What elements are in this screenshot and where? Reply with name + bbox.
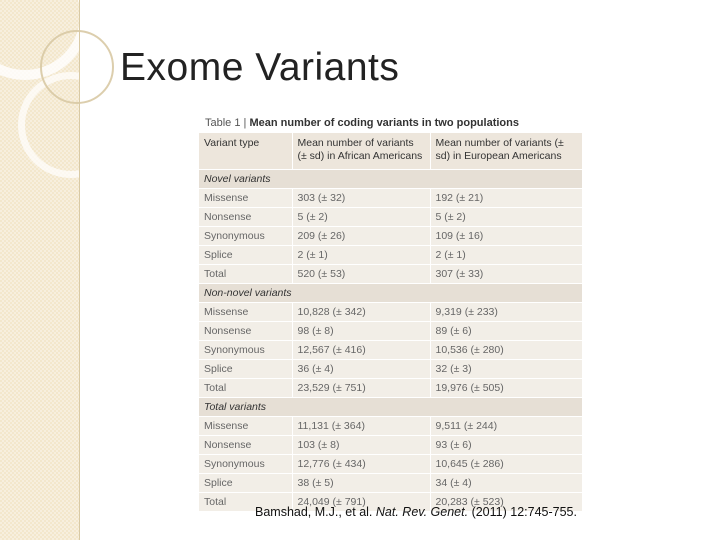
table-row	[199, 455, 582, 474]
african-americans-value: 303 (± 32)	[292, 189, 430, 208]
variant-type-cell: Splice	[199, 246, 292, 265]
decorative-side-band	[0, 0, 79, 540]
african-americans-value: 24,049 (± 791)	[292, 493, 430, 512]
table-row	[199, 227, 582, 246]
african-americans-value: 209 (± 26)	[292, 227, 430, 246]
table-label: Table 1 |	[205, 117, 247, 129]
variant-type-cell: Synonymous	[199, 455, 292, 474]
variant-type-cell: Synonymous	[199, 227, 292, 246]
section-row	[199, 170, 582, 189]
european-americans-value: 9,511 (± 244)	[430, 417, 582, 436]
citation-journal: Nat. Rev. Genet.	[375, 505, 469, 519]
african-americans-value: 2 (± 1)	[292, 246, 430, 265]
african-americans-value: 12,567 (± 416)	[292, 341, 430, 360]
variant-type-cell: Nonsense	[199, 322, 292, 341]
european-americans-value: 192 (± 21)	[430, 189, 582, 208]
variant-type-cell: Synonymous	[199, 341, 292, 360]
column-header-african-americans: Mean number of variants (± sd) in African Americans	[292, 133, 430, 170]
band-divider	[79, 0, 80, 540]
table-header-row	[199, 133, 582, 170]
table-body	[199, 170, 582, 512]
table-row	[199, 208, 582, 227]
european-americans-value: 9,319 (± 233)	[430, 303, 582, 322]
variant-type-cell: Splice	[199, 360, 292, 379]
european-americans-value: 2 (± 1)	[430, 246, 582, 265]
variants-table-figure	[199, 113, 582, 508]
variant-type-cell: Nonsense	[199, 436, 292, 455]
decorative-ring	[40, 30, 114, 104]
table-row	[199, 436, 582, 455]
african-americans-value: 103 (± 8)	[292, 436, 430, 455]
table-row	[199, 417, 582, 436]
european-americans-value: 32 (± 3)	[430, 360, 582, 379]
variant-type-cell: Missense	[199, 303, 292, 322]
table-row	[199, 474, 582, 493]
section-heading: Non-novel variants	[199, 284, 582, 303]
variant-type-cell: Missense	[199, 189, 292, 208]
european-americans-value: 5 (± 2)	[430, 208, 582, 227]
section-row	[199, 398, 582, 417]
variant-type-cell: Total	[199, 493, 292, 512]
european-americans-value: 20,283 (± 523)	[430, 493, 582, 512]
african-americans-value: 12,776 (± 434)	[292, 455, 430, 474]
variant-type-cell: Total	[199, 379, 292, 398]
european-americans-value: 109 (± 16)	[430, 227, 582, 246]
table-row	[199, 322, 582, 341]
table-row	[199, 379, 582, 398]
african-americans-value: 11,131 (± 364)	[292, 417, 430, 436]
african-americans-value: 36 (± 4)	[292, 360, 430, 379]
african-americans-value: 98 (± 8)	[292, 322, 430, 341]
table-row	[199, 360, 582, 379]
citation-authors: Bamshad, M.J., et al.	[255, 505, 373, 519]
european-americans-value: 307 (± 33)	[430, 265, 582, 284]
section-row	[199, 284, 582, 303]
european-americans-value: 10,536 (± 280)	[430, 341, 582, 360]
table-row	[199, 303, 582, 322]
european-americans-value: 19,976 (± 505)	[430, 379, 582, 398]
african-americans-value: 38 (± 5)	[292, 474, 430, 493]
european-americans-value: 89 (± 6)	[430, 322, 582, 341]
european-americans-value: 93 (± 6)	[430, 436, 582, 455]
section-heading: Novel variants	[199, 170, 582, 189]
section-heading: Total variants	[199, 398, 582, 417]
citation-details: (2011) 12:745-755.	[471, 505, 577, 519]
table-row	[199, 265, 582, 284]
table-caption	[199, 113, 582, 133]
variant-type-cell: Missense	[199, 417, 292, 436]
slide-title: Exome Variants	[120, 46, 400, 89]
column-header-european-americans: Mean number of variants (± sd) in European Americans	[430, 133, 582, 170]
table-row	[199, 189, 582, 208]
african-americans-value: 10,828 (± 342)	[292, 303, 430, 322]
table-row	[199, 341, 582, 360]
african-americans-value: 520 (± 53)	[292, 265, 430, 284]
variants-table	[199, 133, 582, 512]
column-header-variant-type: Variant type	[199, 133, 292, 170]
african-americans-value: 23,529 (± 751)	[292, 379, 430, 398]
african-americans-value: 5 (± 2)	[292, 208, 430, 227]
variant-type-cell: Splice	[199, 474, 292, 493]
variant-type-cell: Nonsense	[199, 208, 292, 227]
european-americans-value: 10,645 (± 286)	[430, 455, 582, 474]
table-caption-text: Mean number of coding variants in two populations	[249, 117, 519, 129]
european-americans-value: 34 (± 4)	[430, 474, 582, 493]
variant-type-cell: Total	[199, 265, 292, 284]
table-row	[199, 246, 582, 265]
citation	[255, 505, 577, 519]
